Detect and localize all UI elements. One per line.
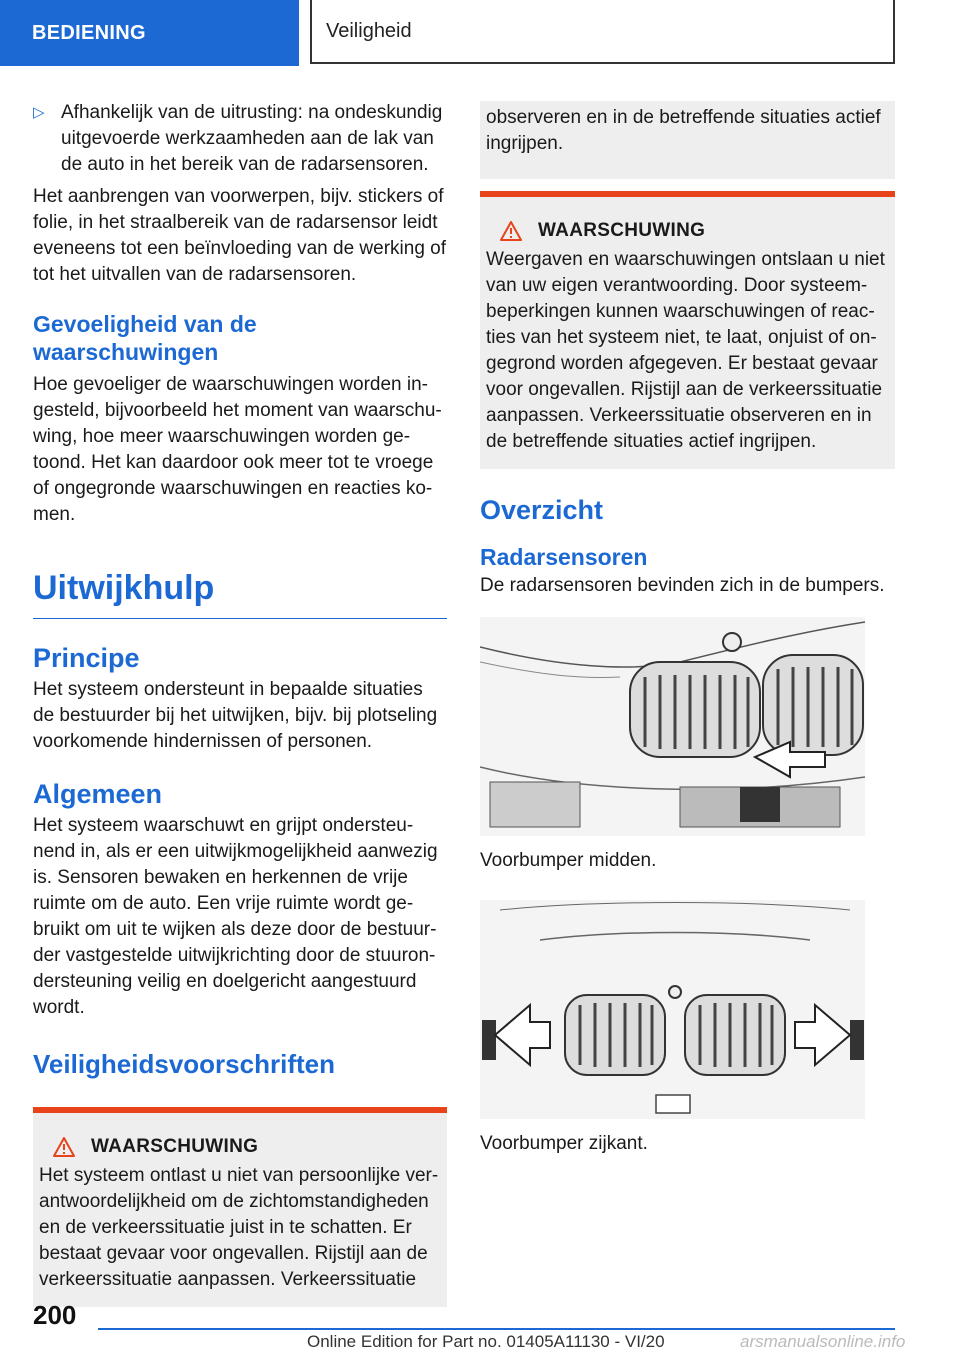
- paragraph: Hoe gevoeliger de waarschuwingen worden in- gesteld, bijvoorbeeld het moment van waarschu- wing, hoe meer waarschuwingen worden ge- toond. Het kan daardoor ook meer tot te vroege of ongegronde waarschuwingen en reacties ko- men.: [33, 374, 442, 525]
- heading-overzicht: Overzicht: [480, 495, 604, 525]
- paragraph: De radarsensoren bevinden zich in de bumpers.: [480, 575, 885, 596]
- heading-gevoeligheid: Gevoeligheid van de waarschuwingen: [33, 311, 257, 365]
- warning-triangle-icon: [500, 221, 522, 241]
- heading-radarsensoren: Radarsensoren: [480, 544, 648, 570]
- warning-title: WAARSCHUWING: [538, 220, 706, 241]
- page-number: 200: [33, 1300, 77, 1330]
- list-item: ▷ Afhankelijk van de uitrusting: na ondeskundig uitgevoerde werkzaamheden aan de lak van de auto in het bereik van de radarsensoren.: [33, 102, 443, 175]
- warning-box-continued: [480, 101, 895, 179]
- warning-box: [33, 1107, 447, 1307]
- right-column: [480, 101, 895, 1157]
- paragraph: Het systeem ondersteunt in bepaalde situaties de bestuurder bij het uitwijken, bijv. bij plotseling voorkomende hindernissen of personen.: [33, 679, 438, 752]
- footer-divider: [98, 1328, 895, 1330]
- footer-watermark: arsmanualsonline.info: [740, 1332, 906, 1351]
- footer-edition: Online Edition for Part no. 01405A11130 - VI/20: [307, 1332, 665, 1351]
- section-label: Veiligheid: [326, 19, 412, 42]
- section-header: [310, 0, 895, 64]
- bumper-side-image: [480, 900, 865, 1119]
- warning-title: WAARSCHUWING: [91, 1136, 259, 1157]
- chapter-tab: [0, 0, 299, 66]
- paragraph: Het systeem waarschuwt en grijpt ondersteu- nend in, als er een uitwijkmogelijkheid aanwezig is. Sensoren bewaken en herkennen de vrije ruimte om de auto. Een vrije ruimte wordt ge- bruikt om uit te wijken als deze door de bestuur- der vastgestelde uitwijkrichting door de stuuron- dersteuning veilig en doelgericht aangestuurd wordt.: [33, 815, 438, 1018]
- warning-text: Weergaven en waarschuwingen ontslaan u niet van uw eigen verantwoording. Door systeem- beperkingen kunnen waarschuwingen of reac- ties van het systeem niet, te laat, onjuist of on- gegrond worden afgegeven. Er bestaat gevaar voor ongevallen. Rijstijl aan de verkeerssituatie aanpassen. Verkeerssituatie observeren en in de betreffende situaties actief ingrijpen.: [486, 249, 885, 452]
- heading-uitwijkhulp: Uitwijkhulp: [33, 566, 447, 619]
- chapter-label: BEDIENING: [32, 21, 146, 44]
- left-column: [33, 100, 447, 1307]
- warning-box: [480, 191, 895, 469]
- heading-principe: Principe: [33, 643, 140, 673]
- triangle-bullet-icon: ▷: [33, 104, 45, 121]
- paragraph: Het aanbrengen van voorwerpen, bijv. stickers of folie, in het straalbereik van de radarsensor leidt eveneens tot een beïnvloeding van de werking of tot het uitvallen van de radarsensoren.: [33, 186, 447, 285]
- caption: Voorbumper midden.: [480, 850, 657, 871]
- caption: Voorbumper zijkant.: [480, 1133, 648, 1154]
- heading-veiligheidsvoorschriften: Veiligheidsvoorschriften: [33, 1049, 335, 1079]
- warning-text: Het systeem ontlast u niet van persoonlijke ver- antwoordelijkheid om de zichtomstandigheden en de verkeerssituatie juist in te schatten. Er bestaat gevaar voor ongevallen. Rijstijl aan de verkeerssituatie aanpassen. Verkeerssituatie: [39, 1165, 439, 1290]
- heading-algemeen: Algemeen: [33, 779, 163, 809]
- bumper-middle-image: [480, 617, 865, 836]
- warning-triangle-icon: [53, 1137, 75, 1157]
- warning-text: observeren en in de betreffende situaties actief ingrijpen.: [486, 107, 881, 154]
